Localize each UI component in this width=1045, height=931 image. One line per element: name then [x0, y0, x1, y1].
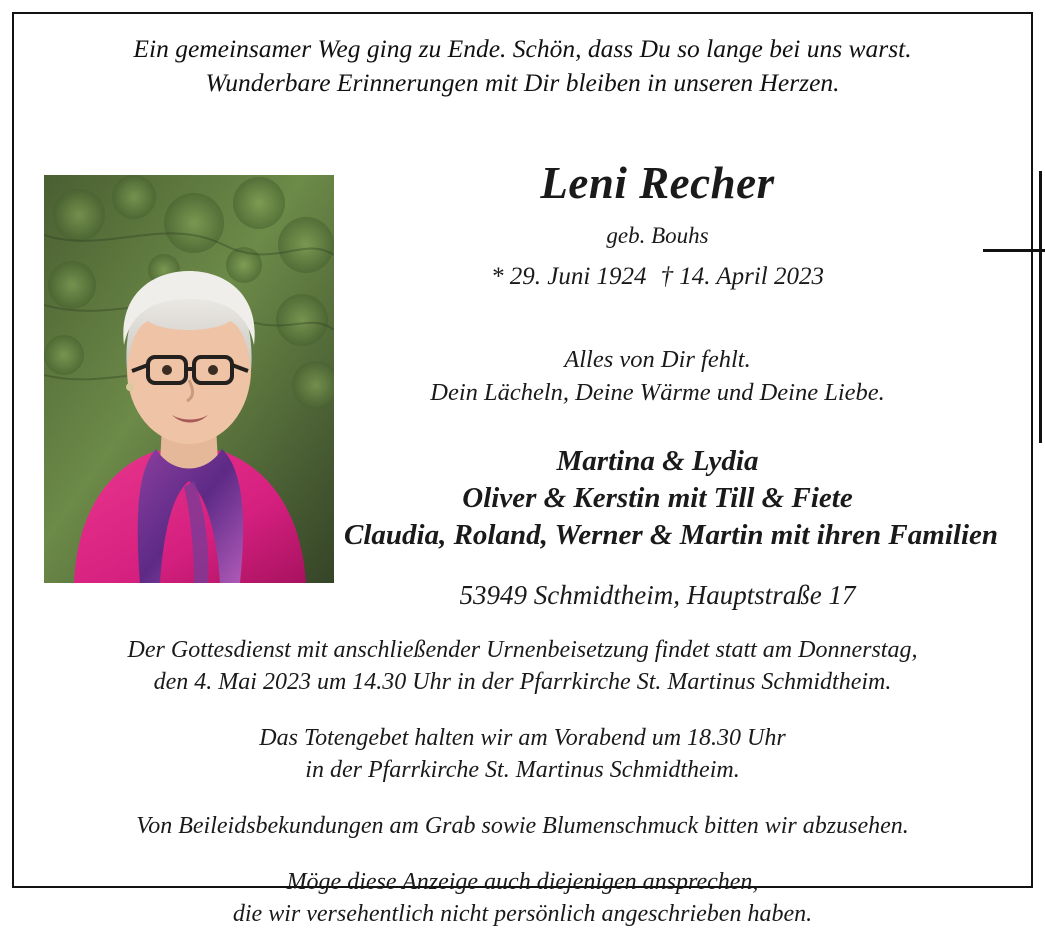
- prayer-info: [50, 723, 995, 787]
- prayer-line-1: Das Totengebet halten wir am Vorabend um 18.30 Uhr: [259, 725, 786, 752]
- service-line-2: den 4. Mai 2023 um 14.30 Uhr in der Pfarrkirche St. Martinus Schmidtheim.: [153, 669, 892, 696]
- memorial-verse: [344, 343, 971, 409]
- epitaph-line-1: Ein gemeinsamer Weg ging zu Ende. Schön, dass Du so lange bei uns warst.: [133, 34, 912, 63]
- family-line-3: Claudia, Roland, Werner & Martin mit ihren Familien: [344, 519, 999, 552]
- family-line-2: Oliver & Kerstin mit Till & Fiete: [462, 482, 853, 515]
- prayer-line-2: in der Pfarrkirche St. Martinus Schmidtheim.: [305, 756, 740, 783]
- center-column: [344, 158, 999, 611]
- life-dates: [344, 263, 971, 291]
- closing-line-1: Möge diese Anzeige auch diejenigen ansprechen,: [286, 868, 759, 895]
- service-line-1: Der Gottesdienst mit anschließender Urnenbeisetzung findet statt am Donnerstag,: [127, 637, 918, 664]
- family-address: 53949 Schmidtheim, Hauptstraße 17: [459, 580, 856, 611]
- body-area: [14, 159, 1031, 930]
- verse-line-1: Alles von Dir fehlt.: [564, 345, 751, 373]
- death-date: † 14. April 2023: [660, 262, 824, 290]
- closing-note: [50, 867, 995, 931]
- service-info: [50, 635, 995, 699]
- maiden-name: geb. Bouhs: [606, 222, 709, 248]
- deceased-name: Leni Recher: [540, 158, 775, 209]
- portrait-photo: [44, 175, 334, 583]
- closing-line-2: die wir versehentlich nicht persönlich angeschrieben haben.: [232, 900, 813, 927]
- lower-text-block: [50, 635, 995, 930]
- flowers-request: [50, 811, 995, 843]
- epitaph-line-2: Wunderbare Erinnerungen mit Dir bleiben in unseren Herzen.: [205, 67, 840, 97]
- request-line-1: Von Beileidsbekundungen am Grab sowie Blumenschmuck bitten wir abzusehen.: [136, 812, 909, 839]
- epitaph-block: [14, 14, 1031, 99]
- verse-line-2: Dein Lächeln, Deine Wärme und Deine Liebe.: [430, 378, 885, 406]
- family-line-1: Martina & Lydia: [556, 444, 759, 477]
- notice-frame: [12, 12, 1033, 927]
- birth-date: * 29. Juni 1924: [491, 262, 647, 290]
- family-names: [344, 443, 999, 554]
